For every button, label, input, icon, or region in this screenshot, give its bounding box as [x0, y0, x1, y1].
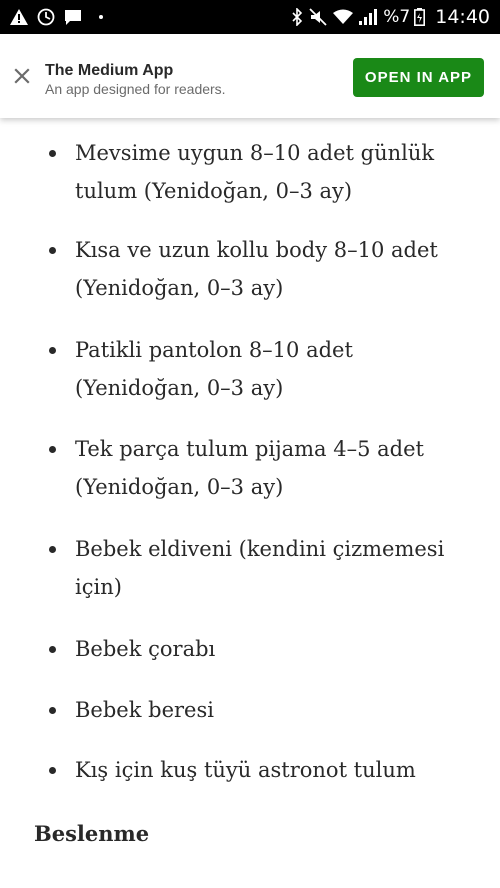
list-item-text: Kısa ve uzun kollu body 8–10 adet (Yenidoğan, 0–3 ay)	[75, 238, 438, 300]
banner-title: The Medium App	[45, 62, 174, 79]
app-install-banner	[0, 34, 500, 118]
section-heading: Beslenme	[34, 821, 150, 846]
warning-icon	[10, 9, 28, 25]
list-item-text: Kış için kuş tüyü astronot tulum	[75, 758, 416, 782]
notification-dot-icon	[99, 15, 103, 19]
list-item	[75, 430, 475, 506]
list-item	[75, 231, 475, 307]
bullet-icon	[49, 546, 56, 553]
banner-subtitle: An app designed for readers.	[45, 81, 226, 97]
bullet-icon	[49, 707, 56, 714]
bullet-icon	[49, 247, 56, 254]
battery-percent: %7	[383, 7, 411, 27]
list-item	[75, 331, 475, 407]
battery-icon	[414, 8, 425, 26]
list-item-text: Patikli pantolon 8–10 adet (Yenidoğan, 0–3 ay)	[75, 338, 353, 400]
open-in-app-button[interactable]: OPEN IN APP	[353, 58, 484, 97]
bullet-icon	[49, 150, 56, 157]
list-item-text: Bebek çorabı	[75, 637, 216, 661]
bullet-icon	[49, 347, 56, 354]
status-bar-right	[291, 6, 490, 28]
list-item	[75, 134, 475, 210]
list-item	[75, 530, 475, 606]
message-icon	[64, 9, 82, 26]
status-bar	[0, 0, 500, 34]
bullet-icon	[49, 767, 56, 774]
sync-icon	[37, 8, 55, 26]
list-item	[75, 630, 475, 668]
list-item	[75, 691, 475, 729]
bullet-icon	[49, 646, 56, 653]
list-item-text: Bebek beresi	[75, 698, 214, 722]
close-icon[interactable]	[10, 64, 34, 88]
status-bar-left	[10, 8, 103, 26]
list-item-text: Tek parça tulum pijama 4–5 adet (Yenidoğan, 0–3 ay)	[75, 437, 424, 499]
bullet-icon	[49, 446, 56, 453]
clock: 14:40	[435, 6, 490, 28]
list-item-text: Mevsime uygun 8–10 adet günlük tulum (Yenidoğan, 0–3 ay)	[75, 141, 435, 203]
list-item	[75, 751, 475, 789]
bluetooth-icon	[291, 8, 303, 26]
list-item-text: Bebek eldiveni (kendini çizmemesi için)	[75, 537, 445, 599]
signal-icon	[359, 9, 377, 25]
mute-icon	[309, 8, 327, 26]
wifi-icon	[333, 9, 353, 25]
